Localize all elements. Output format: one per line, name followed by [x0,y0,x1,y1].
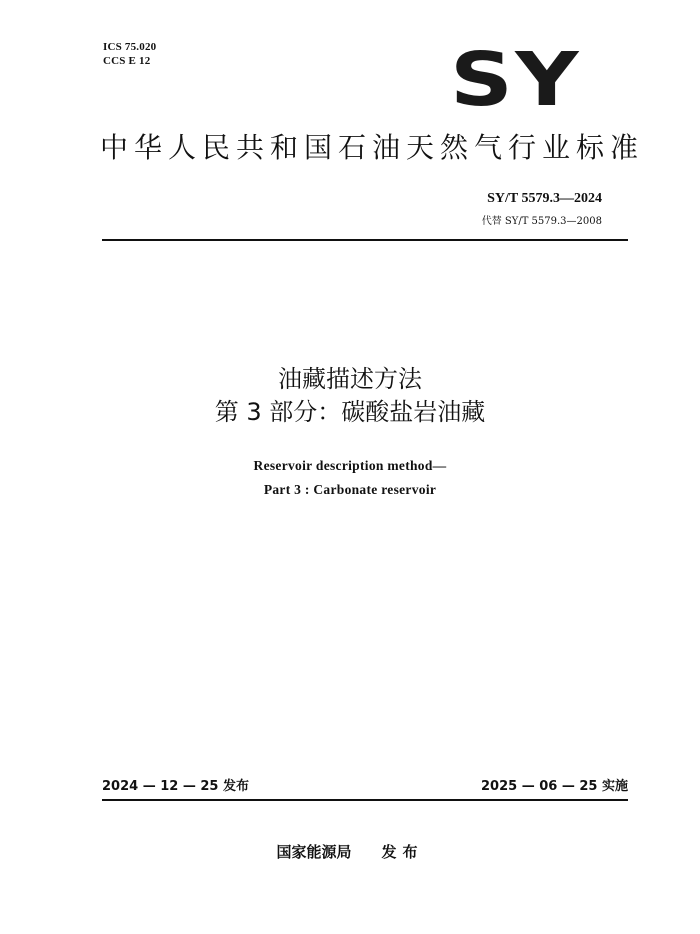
classification-codes [103,40,156,68]
publisher-name: 国家能源局 [276,843,352,861]
replaces-standard: 代替 SY/T 5579.3—2008 [481,216,602,227]
issue-date: 2024 — 12 — 25 发布 [102,779,249,794]
publisher-action: 发布 [381,843,424,861]
standard-number: SY/T 5579.3—2024 [487,191,602,206]
ccs-code: CCS E 12 [103,55,151,67]
english-title-line-2: Part 3 : Carbonate reservoir [263,482,437,497]
english-title-line-1: Reservoir description method— [253,458,447,473]
header-divider [102,239,628,241]
ics-code: ICS 75.020 [103,41,157,53]
sy-logo: SY [450,37,581,123]
industry-standard-title: 中华人民共和国石油天然气行业标准 [100,131,645,164]
footer-divider [102,799,628,801]
effective-date: 2025 — 06 — 25 实施 [481,779,628,794]
chinese-title-line-1: 油藏描述方法 [278,365,422,393]
publisher-line [0,843,700,861]
chinese-title-line-2: 第 3 部分：碳酸盐岩油藏 [214,398,486,426]
